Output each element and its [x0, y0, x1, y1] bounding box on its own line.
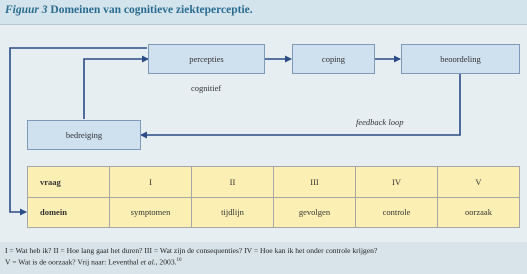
table-cell: tijdlijn [192, 197, 274, 228]
table-cell: symptomen [110, 197, 192, 228]
table-cell: oorzaak [438, 197, 520, 228]
table-cell: V [438, 167, 520, 198]
figure-title-text: Domeinen van cognitieve ziekteperceptie. [50, 4, 253, 16]
node-bedreiging-label: bedreiging [65, 130, 103, 140]
table-row [28, 167, 520, 198]
node-percepties [148, 44, 265, 74]
footnote-line-2 [5, 256, 377, 268]
label-cognitief: cognitief [191, 83, 222, 93]
node-coping [292, 44, 375, 74]
arrow-feedback-loop [141, 74, 460, 135]
label-feedback-loop: feedback loop [356, 117, 404, 127]
table-cell: controle [356, 197, 438, 228]
row-header-domein: domein [28, 197, 110, 228]
footnote-line-1: I = Wat heb ik? II = Hoe lang gaat het duren? III = Wat zijn de consequenties? IV = Hoe kan ik het onder controle krijgen? [5, 246, 378, 255]
node-percepties-label: percepties [189, 54, 224, 64]
arrow-bedreiging-to-percepties [84, 59, 148, 119]
table-cell: III [274, 167, 356, 198]
footnote-line-2-italic: et al. [140, 257, 156, 267]
table-row [28, 197, 520, 228]
row-header-vraag: vraag [28, 167, 110, 198]
domain-table [27, 166, 520, 228]
table-cell: gevolgen [274, 197, 356, 228]
node-bedreiging [27, 120, 141, 150]
footnote-line-2-prefix: V = Wat is de oorzaak? Vrij naar: Leventhal [5, 257, 141, 267]
footnote-line-2-suffix: , 2003. [155, 257, 177, 267]
node-beoordeling [401, 44, 520, 74]
table-cell: II [192, 167, 274, 198]
table-cell: IV [356, 167, 438, 198]
figure-label: Figuur 3 [5, 4, 48, 16]
footnote-reference: 10 [176, 258, 182, 263]
node-coping-label: coping [321, 54, 346, 64]
footnote [5, 246, 377, 268]
node-beoordeling-label: beoordeling [440, 54, 481, 64]
table-cell: I [110, 167, 192, 198]
